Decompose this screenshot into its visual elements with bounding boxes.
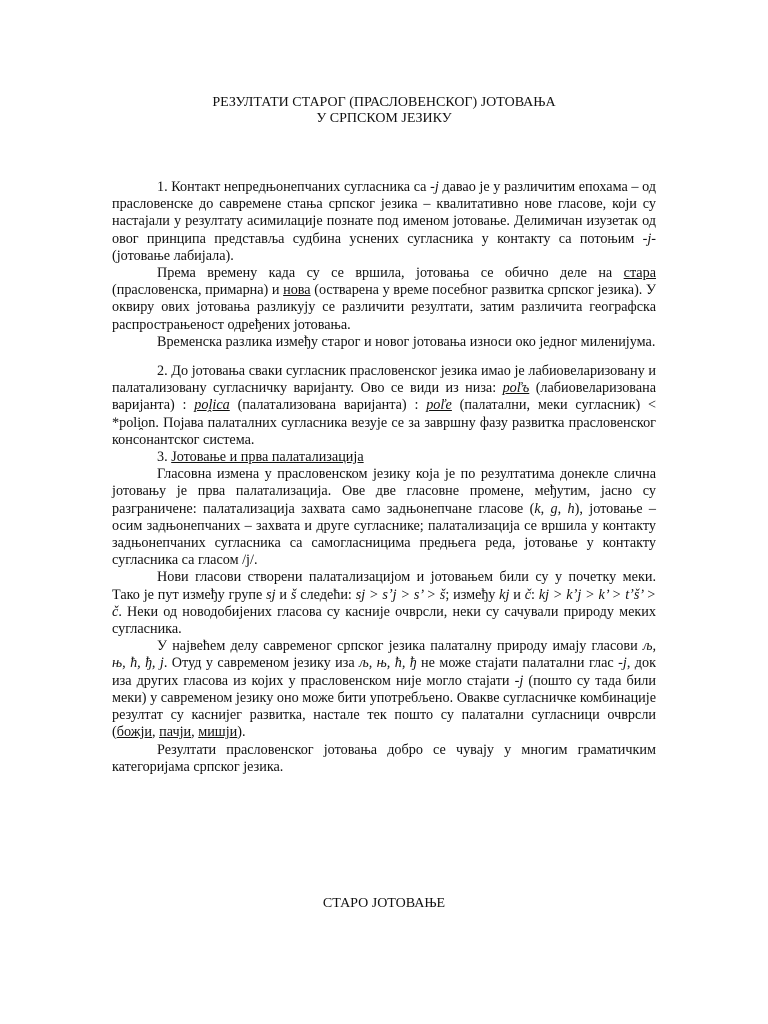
paragraph-3-2 [112,569,656,638]
document-body [112,179,656,776]
example-word: poḽica [194,397,230,414]
text-run: (палатални, меки сугласник) < *poli̯on. Појава палаталних сугласника везује се за завршну фазу развитка прасловенског консонантског система. [112,397,656,448]
text-run: Нови гласови створени палатализацијом и јотовањем били су у почетку меки. Тако је пут између групе [112,569,656,603]
text-run: ), јотовање – осим задњонепчаних – захвата и друге сугласнике; палатализација се вршила у контакту задњонепчаних сугласника са самогласницима предњега реда, јотовање у контакту сугласника са гласом /j/. [112,500,657,569]
heading-text: Јотовање и прва палатализација [171,449,364,466]
text-run: следећи: [296,586,356,603]
italic-run: -j- [642,230,656,247]
text-run: (лабиовеларизована варијанта) : [112,380,657,414]
text-run: Према времену када су се вршила, јотовања се обично деле на [157,265,624,282]
text-run: (пошто су тада били меки) у савременом језику оно може бити употребљено. Овакве сугласничке комбинације резултат су каснијег развитка, настале тек пошто су палатални сугласници очврсли ( [112,672,656,741]
paragraph-2 [112,363,656,449]
italic-run: -j [430,179,439,195]
text-run: , [152,724,160,741]
italic-run: љ, њ, ћ, ђ [359,655,417,672]
text-run: ). [237,724,246,741]
paragraph-1-1 [112,179,656,265]
next-section-title: СТАРО ЈОТОВАЊЕ [322,896,446,911]
document-title [112,95,656,127]
text-run: (јотовање лабијала). [112,247,234,264]
italic-run: sj > sʼj > s’ > š [355,586,446,603]
title-line-2: У СРПСКОМ ЈЕЗИКУ [316,111,452,126]
text-run: Гласовна измена у прасловенском језику која је по резултатима донекле слична јотовању је прва палатализација. Ове две гласовне промене, међутим, јасно су разграничене: палатализација захвата само задњонепчане гласове ( [112,466,656,517]
underlined-term: стара [623,265,656,282]
example-word: poľe [426,397,452,414]
text-run: У највећем делу савременог српског језика палаталну природу имају гласови [157,638,643,655]
italic-run: š [290,586,297,603]
text-run: ; између [445,586,500,603]
text-run: давао је у различитим епохама – од прасловенске до савремене стања српског језика – квалитативно нове гласове, који су настајали у резултату асимилације познате под именом јотовање. Делимичан изузетак од овог принципа представља судбина уснених сугласника у контакту са потоњим [112,179,656,247]
italic-run: љ, њ, ћ, ђ, j [112,638,656,672]
italic-run: kj > kʼj > k’ > tʼš’ > č [112,586,656,620]
text-run: (прасловенска, примарна) и [112,282,284,299]
paragraph-1-2 [112,265,656,334]
paragraph-3-1 [112,466,656,569]
italic-run: sj [266,586,276,603]
italic-run: -j [618,655,627,672]
text-run: и [275,586,291,603]
text-run: (палатализована варијанта) : [229,397,427,414]
text-run: , [191,724,199,741]
italic-run: k [534,500,541,517]
text-run: , [557,500,568,517]
italic-run: č [524,586,532,603]
paragraph-1-3: Временска разлика између старог и новог јотовања износи око једног миленијума. [157,333,656,350]
text-run: , док иза других гласова из којих у прасловенском није могло стајати [112,655,656,689]
example-word: мишји [198,724,238,741]
example-word: пачји [159,724,192,741]
title-line-1: РЕЗУЛТАТИ СТАРОГ (ПРАСЛОВЕНСКОГ) ЈОТОВАЊА [212,95,556,110]
text-run: . Отуд у савременом језику иза [163,655,360,672]
italic-run: -j [514,672,524,689]
text-run: : [531,586,539,603]
heading-number: 3. [157,449,172,466]
text-run: . Неки од новодобијених гласова су касније очврсли, неки су сачували природу меких сугласника. [112,603,656,638]
italic-run: g [550,500,558,517]
text-run: (остварена у време посебног развитка српског језика). У оквиру ових јотовања разликују се различити резултати, затим различита географска распрострањеност одређених јотовања. [112,282,656,333]
italic-run: kj [499,586,510,603]
italic-run: h [567,500,575,517]
underlined-term: нова [283,282,311,299]
example-word: poľъ [502,380,530,397]
section-3-heading [112,449,656,466]
example-word: божји [116,724,153,741]
text-run: и [509,586,525,603]
paragraph-3-3 [112,638,656,741]
paragraph-3-4: Резултати прасловенског јотовања добро се чувају у многим граматичким категоријама српског језика. [112,741,656,775]
text-run: не може стајати палатални глас [416,655,619,672]
text-run: 2. До јотовања сваки сугласник прасловенског језика имао је лабиовеларизовану и палатализовану сугласничку варијанту. Ово се види из низа: [112,363,656,397]
text-run: , [540,500,551,517]
text-run: 1. Контакт непредњонепчаних сугласника са [157,179,431,195]
